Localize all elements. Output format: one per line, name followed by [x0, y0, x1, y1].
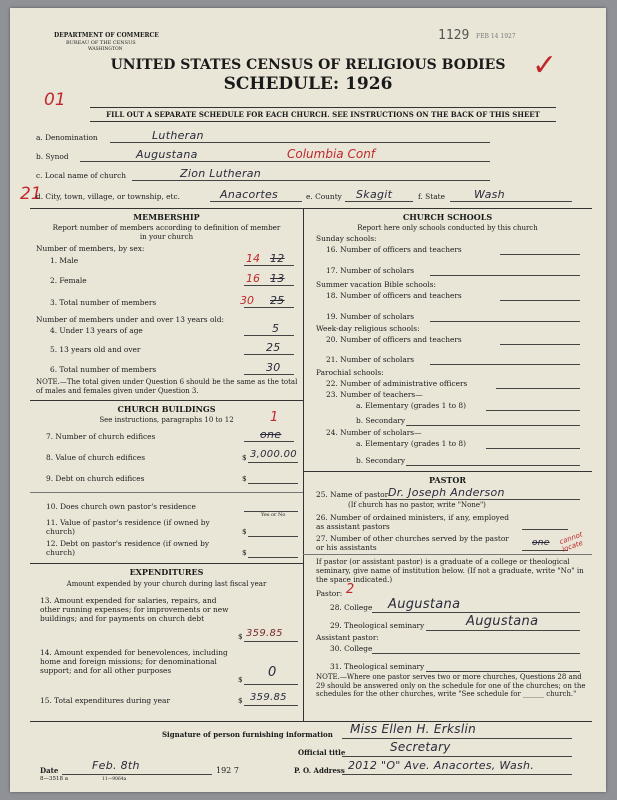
official-title-label: Official title [298, 748, 346, 757]
expenditures-heading: EXPENDITURES [129, 567, 204, 577]
pastor-subheading: Pastor: [316, 589, 343, 598]
pastor-heading: PASTOR [429, 475, 466, 485]
denomination-value: Lutheran [152, 129, 204, 142]
q25-label: 25. Name of pastor [316, 490, 389, 499]
q17-label: 17. Number of scholars [326, 266, 415, 275]
total-6-label: 6. Total number of members [50, 365, 157, 374]
assistant-pastor-subheading: Assistant pastor: [316, 633, 379, 642]
q14-label: 14. Amount expended for benevolences, including home and foreign missions; for denominational support; and for all other purposes [40, 648, 228, 675]
buildings-instruction: See instructions, paragraphs 10 to 12 [99, 416, 234, 424]
print-number: 11—9064a [102, 777, 127, 782]
state-value: Wash [474, 188, 505, 201]
schools-heading: CHURCH SCHOOLS [402, 212, 493, 222]
stamp-number: 1129 [438, 28, 470, 43]
membership-note: NOTE.—The total given under Question 6 should be the same as the total of males and females given under Question 3. [36, 378, 298, 395]
weekday-schools-label: Week-day religious schools: [316, 324, 420, 333]
graduate-instructions: If pastor (or assistant pastor) is a graduate of a college or theological seminary, give name of institution below. (If not a graduate, write "No" in the space indicated.) [316, 557, 584, 584]
county-value: Skagit [356, 188, 393, 201]
q28-value: Augustana [388, 597, 461, 612]
synod-value: Augustana [136, 148, 198, 161]
department-label: DEPARTMENT OF COMMERCE [54, 32, 159, 39]
q23b-label: b. Secondary [356, 416, 406, 425]
q15-value: 359.85 [250, 692, 287, 703]
total-members-value: 25 [270, 294, 285, 307]
schools-intro: Report here only schools conducted by this church [357, 224, 538, 232]
schedule-title: SCHEDULE: 1926 [223, 74, 393, 94]
q13-label: 13. Amount expended for salaries, repairs, and other running expenses; for improvements or new buildings; and for payments on church debt [40, 596, 229, 623]
q24a-label: a. Elementary (grades 1 to 8) [356, 439, 467, 448]
membership-intro: Report number of members according to definition of member in your church [52, 223, 281, 241]
q10-hint: Yes or No [261, 512, 286, 518]
q31-label: 31. Theological seminary [330, 662, 425, 671]
age-intro-label: Number of members under and over 13 years old: [36, 315, 224, 324]
q7-value: one [260, 428, 282, 441]
q18-label: 18. Number of officers and teachers [326, 291, 462, 300]
synod-red-annotation: Columbia Conf [287, 147, 376, 161]
q20-label: 20. Number of officers and teachers [326, 335, 462, 344]
city-label: d. City, town, village, or township, etc. [36, 192, 181, 201]
form-number: 8—3518 a [40, 776, 69, 782]
summer-schools-label: Summer vacation Bible schools: [316, 280, 436, 289]
local-name-label: c. Local name of church [36, 171, 126, 180]
date-value: Feb. 8th [92, 759, 140, 772]
q9-label: 9. Debt on church edifices [46, 474, 145, 483]
q19-label: 19. Number of scholars [326, 312, 415, 321]
q27-red-annotation: cannot locate [558, 530, 584, 554]
q11-dollar: $ [242, 527, 247, 536]
over-13-value: 25 [266, 341, 281, 354]
q25-hint: (If church has no pastor, write "None") [348, 501, 486, 509]
pastor-red-mark: 2 [346, 582, 355, 597]
under-13-value: 5 [272, 322, 280, 335]
signature-value: Miss Ellen H. Erkslin [350, 722, 477, 736]
city-value: Anacortes [220, 188, 279, 201]
census-schedule-sheet [10, 8, 606, 792]
buildings-heading: CHURCH BUILDINGS [117, 404, 216, 414]
margin-mark-21: 21 [20, 184, 42, 204]
q16-label: 16. Number of officers and teachers [326, 245, 462, 254]
margin-mark-01: 01 [44, 90, 66, 110]
separate-schedule-instruction: FILL OUT A SEPARATE SCHEDULE FOR EACH CHURCH. SEE INSTRUCTIONS ON THE BACK OF THIS SHEET [106, 110, 540, 119]
q13-value: 359.85 [246, 628, 283, 639]
q21-label: 21. Number of scholars [326, 355, 415, 364]
pastor-note: NOTE.—Where one pastor serves two or more churches, Questions 28 and 29 should be answered only on the schedule for one of the churches; on the schedules for the other churches, write "See schedule for ______ church." [316, 673, 586, 699]
date-label: Date [40, 766, 59, 775]
q22-label: 22. Number of administrative officers [326, 379, 468, 388]
over-13-label: 5. 13 years old and over [50, 345, 141, 354]
q15-dollar: $ [238, 696, 243, 705]
denomination-label: a. Denomination [36, 133, 98, 142]
received-stamp-date: FEB 14 1927 [476, 33, 516, 40]
q13-dollar: $ [238, 632, 243, 641]
po-address-value: 2012 "O" Ave. Anacortes, Wash. [348, 759, 535, 772]
form-title: UNITED STATES CENSUS OF RELIGIOUS BODIES [110, 57, 506, 73]
male-label: 1. Male [50, 256, 79, 265]
parochial-schools-label: Parochial schools: [316, 368, 384, 377]
q29-value: Augustana [466, 614, 539, 629]
q24b-label: b. Secondary [356, 456, 406, 465]
q23-label: 23. Number of teachers— [326, 390, 423, 399]
q7-label: 7. Number of church edifices [46, 432, 156, 441]
bureau-label: BUREAU OF THE CENSUS [66, 40, 136, 46]
date-year: 192 7 [216, 766, 239, 775]
q10-label: 10. Does church own pastor's residence [46, 502, 196, 511]
red-check-mark: ✓ [532, 48, 558, 83]
male-value: 12 [270, 252, 285, 265]
q27-value: one [532, 538, 550, 548]
q23a-label: a. Elementary (grades 1 to 8) [356, 401, 467, 410]
county-label: e. County [306, 192, 342, 201]
q8-label: 8. Value of church edifices [46, 453, 145, 462]
total-members-label: 3. Total number of members [50, 298, 157, 307]
female-value: 13 [270, 272, 285, 285]
male-red-value: 14 [246, 252, 260, 265]
q29-label: 29. Theological seminary [330, 621, 425, 630]
q24-label: 24. Number of scholars— [326, 428, 422, 437]
q8-dollar: $ [242, 453, 247, 462]
q14-value: 0 [268, 665, 277, 680]
official-title-value: Secretary [390, 740, 451, 754]
q11-label: 11. Value of pastor's residence (if owned by church) [46, 518, 210, 536]
q14-dollar: $ [238, 675, 243, 684]
q15-label: 15. Total expenditures during year [40, 696, 170, 705]
q26-label: 26. Number of ordained ministers, if any, employed as assistant pastors [316, 513, 509, 531]
edifices-red-value: 1 [270, 410, 279, 425]
q27-label: 27. Number of other churches served by the pastor or his assistants [316, 534, 509, 552]
q9-dollar: $ [242, 474, 247, 483]
members-by-sex-label: Number of members, by sex: [36, 244, 145, 253]
signature-label: Signature of person furnishing information [162, 730, 333, 739]
q12-label: 12. Debt on pastor's residence (if owned by church) [46, 539, 210, 557]
q30-label: 30. College [330, 644, 373, 653]
q8-value: 3,000.00 [250, 449, 297, 460]
total-members-red-value: 30 [240, 294, 254, 307]
washington-label: WASHINGTON [88, 47, 123, 52]
local-name-value: Zion Lutheran [180, 167, 262, 180]
female-label: 2. Female [50, 276, 87, 285]
q12-dollar: $ [242, 548, 247, 557]
expenditures-intro: Amount expended by your church during last fiscal year [66, 580, 267, 588]
synod-label: b. Synod [36, 152, 69, 161]
under-13-label: 4. Under 13 years of age [50, 326, 143, 335]
membership-heading: MEMBERSHIP [133, 212, 200, 222]
q28-label: 28. College [330, 603, 373, 612]
sunday-schools-label: Sunday schools: [316, 234, 377, 243]
state-label: f. State [418, 192, 445, 201]
po-address-label: P. O. Address [294, 766, 345, 775]
female-red-value: 16 [246, 272, 260, 285]
total-6-value: 30 [266, 361, 281, 374]
pastor-name-value: Dr. Joseph Anderson [388, 486, 505, 499]
